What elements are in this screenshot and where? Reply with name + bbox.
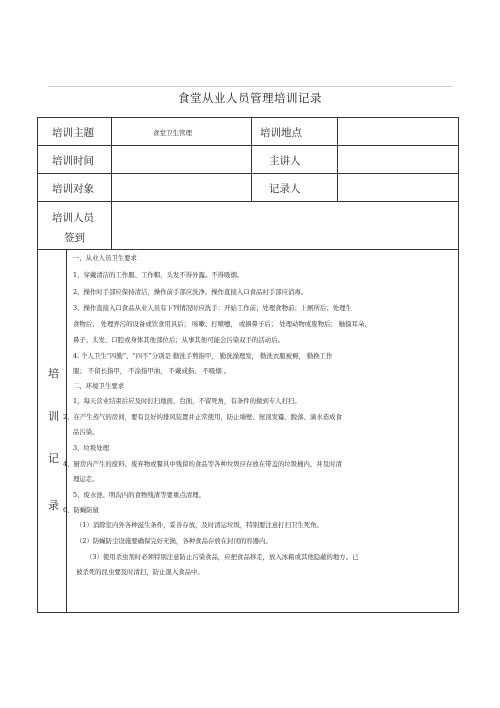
record-line: 2、操作时手部应保持清洁，操作前手部应洗净。操作直接入口食品时手部应消毒。	[73, 288, 308, 296]
training-record-table	[37, 117, 459, 613]
col-divider	[111, 118, 112, 249]
record-heading: 二、环境卫生要求	[73, 382, 125, 390]
label-training-audience: 培训对象	[52, 183, 94, 195]
label-training-time: 培训时间	[52, 155, 94, 167]
record-line: 1、每天营业结束后应及时打扫地面、台面，不留死角，有条件的做到专人打扫。	[73, 397, 301, 405]
row-divider	[38, 145, 458, 146]
record-line: 5、废水池、明沟内的食物残渣等要重点清理。	[73, 491, 205, 499]
record-line: 鼻子、头发、口腔或身体其他部位后；从事其他可能会污染双手的活动后。	[73, 336, 284, 344]
side-char: 录	[48, 499, 59, 512]
record-line: 1、穿戴清洁的工作服、工作帽，头发不得外露。不得吸烟。	[73, 271, 244, 279]
record-heading: 一、从业人员卫生要求	[73, 254, 137, 262]
record-line: 2、在产生蒸气的房间，要有良好的排风装置并正常使用，防止墙壁、屋顶发霉、脱落、滴水造成食	[63, 413, 342, 421]
attendee-signin-area[interactable]	[118, 210, 448, 244]
row-divider	[38, 201, 458, 202]
label-training-location: 培训地点	[260, 127, 302, 139]
label-training-topic: 培训主题	[52, 127, 94, 139]
label-lecturer: 主讲人	[269, 155, 301, 167]
col-divider	[251, 118, 252, 201]
label-attendee-signin-line2: 签到	[64, 232, 85, 244]
record-line: 3、垃圾处理	[73, 444, 110, 452]
record-line: 3、操作直接入口食品从业人员有下列情况时应洗手：开始工作前；处理食物前；上厕所后；处理生	[73, 304, 352, 312]
side-char: 记	[48, 452, 59, 465]
value-training-topic[interactable]: 食堂卫生管理	[153, 129, 192, 137]
label-recorder: 记录人	[269, 183, 301, 195]
row-divider	[38, 173, 458, 174]
row-divider	[38, 249, 458, 250]
record-line: （3）使用杀虫剂时必须特别注意防止污染食品，应把食品移走，放入冰箱或其他隐蔽的地方。已	[86, 553, 359, 561]
record-line: 4. 个人卫生“四勤”、“四不”分别是 勤洗手剪指甲， 勤洗澡理发， 勤洗衣服被褥， 勤换工作	[73, 352, 333, 360]
record-line: 4、厨房内产生的废料、废弃物或餐具中残留的食品等各种垃圾应存放在带盖的垃圾桶内，并及时清	[63, 460, 342, 468]
record-line: 6、防蝇防鼠	[63, 506, 100, 514]
record-line: 理运走。	[73, 475, 99, 483]
record-line: 被杀死的昆虫要及时清扫，防止混入食品中。	[76, 568, 204, 576]
side-char: 训	[48, 410, 59, 423]
top-divider	[48, 86, 452, 87]
record-line: 品污染。	[73, 428, 99, 436]
col-divider	[66, 249, 67, 612]
record-line: 食物后； 处理弄污的设备或饮食用具后； 咳嗽、打喷嚏， 或擤鼻子后； 处理动物或废物后； 触摸耳朵、	[73, 320, 371, 328]
record-line: 服； 不留长指甲， 不涂指甲油， 不戴戒指， 不吸烟 。	[73, 367, 231, 375]
record-line: （1）消除室内外各种滋生条件，妥善存放，及时清运垃圾，特别要注意打扫卫生死角。	[76, 521, 323, 529]
col-divider	[337, 118, 338, 201]
side-char: 培	[48, 367, 59, 380]
record-line: （2）防蝇防尘设施要确保完好无损，各种食品存放在封闭的容器内。	[76, 537, 272, 545]
page-title: 食堂从业人员管理培训记录	[178, 91, 322, 105]
label-attendee-signin-line1: 培训人员	[52, 212, 94, 224]
